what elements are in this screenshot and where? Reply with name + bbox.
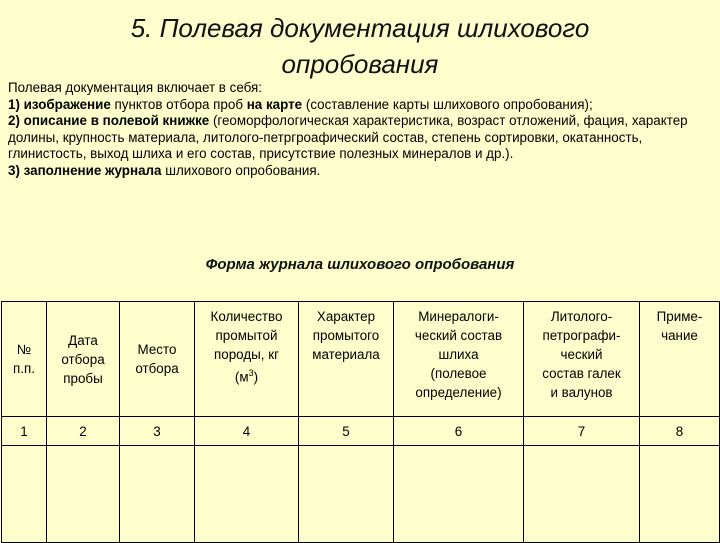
page-title — [0, 10, 720, 82]
empty-cell — [524, 446, 640, 543]
header-cell: Место отбора — [120, 302, 195, 417]
column-number-row — [2, 417, 720, 446]
empty-cell — [195, 446, 299, 543]
list-item-3 — [8, 163, 716, 180]
item-3-number: 3) — [8, 162, 20, 178]
item-2-text-1: (геоморфологическая характеристика, возраст отложений, фация, характер долины, крупность материала, литолого-петргроафический состав, степень сортировки, окатанность, глинистость, выход шлиха и его состав, присутствие полезных минералов и др.). — [8, 113, 688, 161]
title-line-1: 5. Полевая документация шлихового — [130, 13, 590, 43]
column-number: 2 — [47, 417, 120, 446]
item-1-bold-2: на карте — [246, 96, 303, 112]
column-number: 4 — [195, 417, 299, 446]
empty-cell — [640, 446, 720, 543]
header-cell: Количество промытой породы, кг $(м^3)$ — [195, 302, 299, 417]
header-cell: Литолого- петрографи- ческий состав галек и валунов — [524, 302, 640, 417]
empty-cell — [299, 446, 394, 543]
list-item-2 — [8, 113, 716, 163]
item-2-bold-1: описание в полевой книжке — [23, 113, 210, 128]
item-3-bold-1: заполнение журнала — [23, 162, 162, 178]
title-line-2: опробования — [281, 49, 439, 79]
header-cell: № п.п. — [2, 302, 47, 417]
item-3-text-1: шлихового опробования. — [161, 162, 321, 178]
header-cell: Минералоги- ческий состав шлиха (полевое определение) — [394, 302, 524, 417]
documentation-description — [8, 80, 716, 179]
header-cell: Приме- чание — [640, 302, 720, 417]
item-1-number: 1) — [8, 96, 20, 112]
item-2-number: 2) — [8, 113, 20, 128]
column-number: 8 — [640, 417, 720, 446]
item-1-bold-1: изображение — [23, 96, 111, 112]
item-1-text-2: (составление карты шлихового опробования); — [302, 96, 593, 112]
intro-text: Полевая документация включает в себя: — [8, 80, 262, 95]
empty-cell — [2, 446, 47, 543]
empty-data-row — [2, 446, 720, 543]
column-number: 5 — [299, 417, 394, 446]
column-number: 3 — [120, 417, 195, 446]
column-number: 1 — [2, 417, 47, 446]
column-number: 6 — [394, 417, 524, 446]
list-item-1 — [8, 97, 716, 114]
header-cell: Характер промытого материала — [299, 302, 394, 417]
empty-cell — [394, 446, 524, 543]
empty-cell — [47, 446, 120, 543]
column-number: 7 — [524, 417, 640, 446]
journal-table — [1, 301, 720, 543]
empty-cell — [120, 446, 195, 543]
form-caption: Форма журнала шлихового опробования — [205, 256, 515, 273]
item-1-text-1: пунктов отбора проб — [110, 96, 247, 112]
header-row — [2, 302, 720, 417]
header-cell: Дата отбора пробы — [47, 302, 120, 417]
